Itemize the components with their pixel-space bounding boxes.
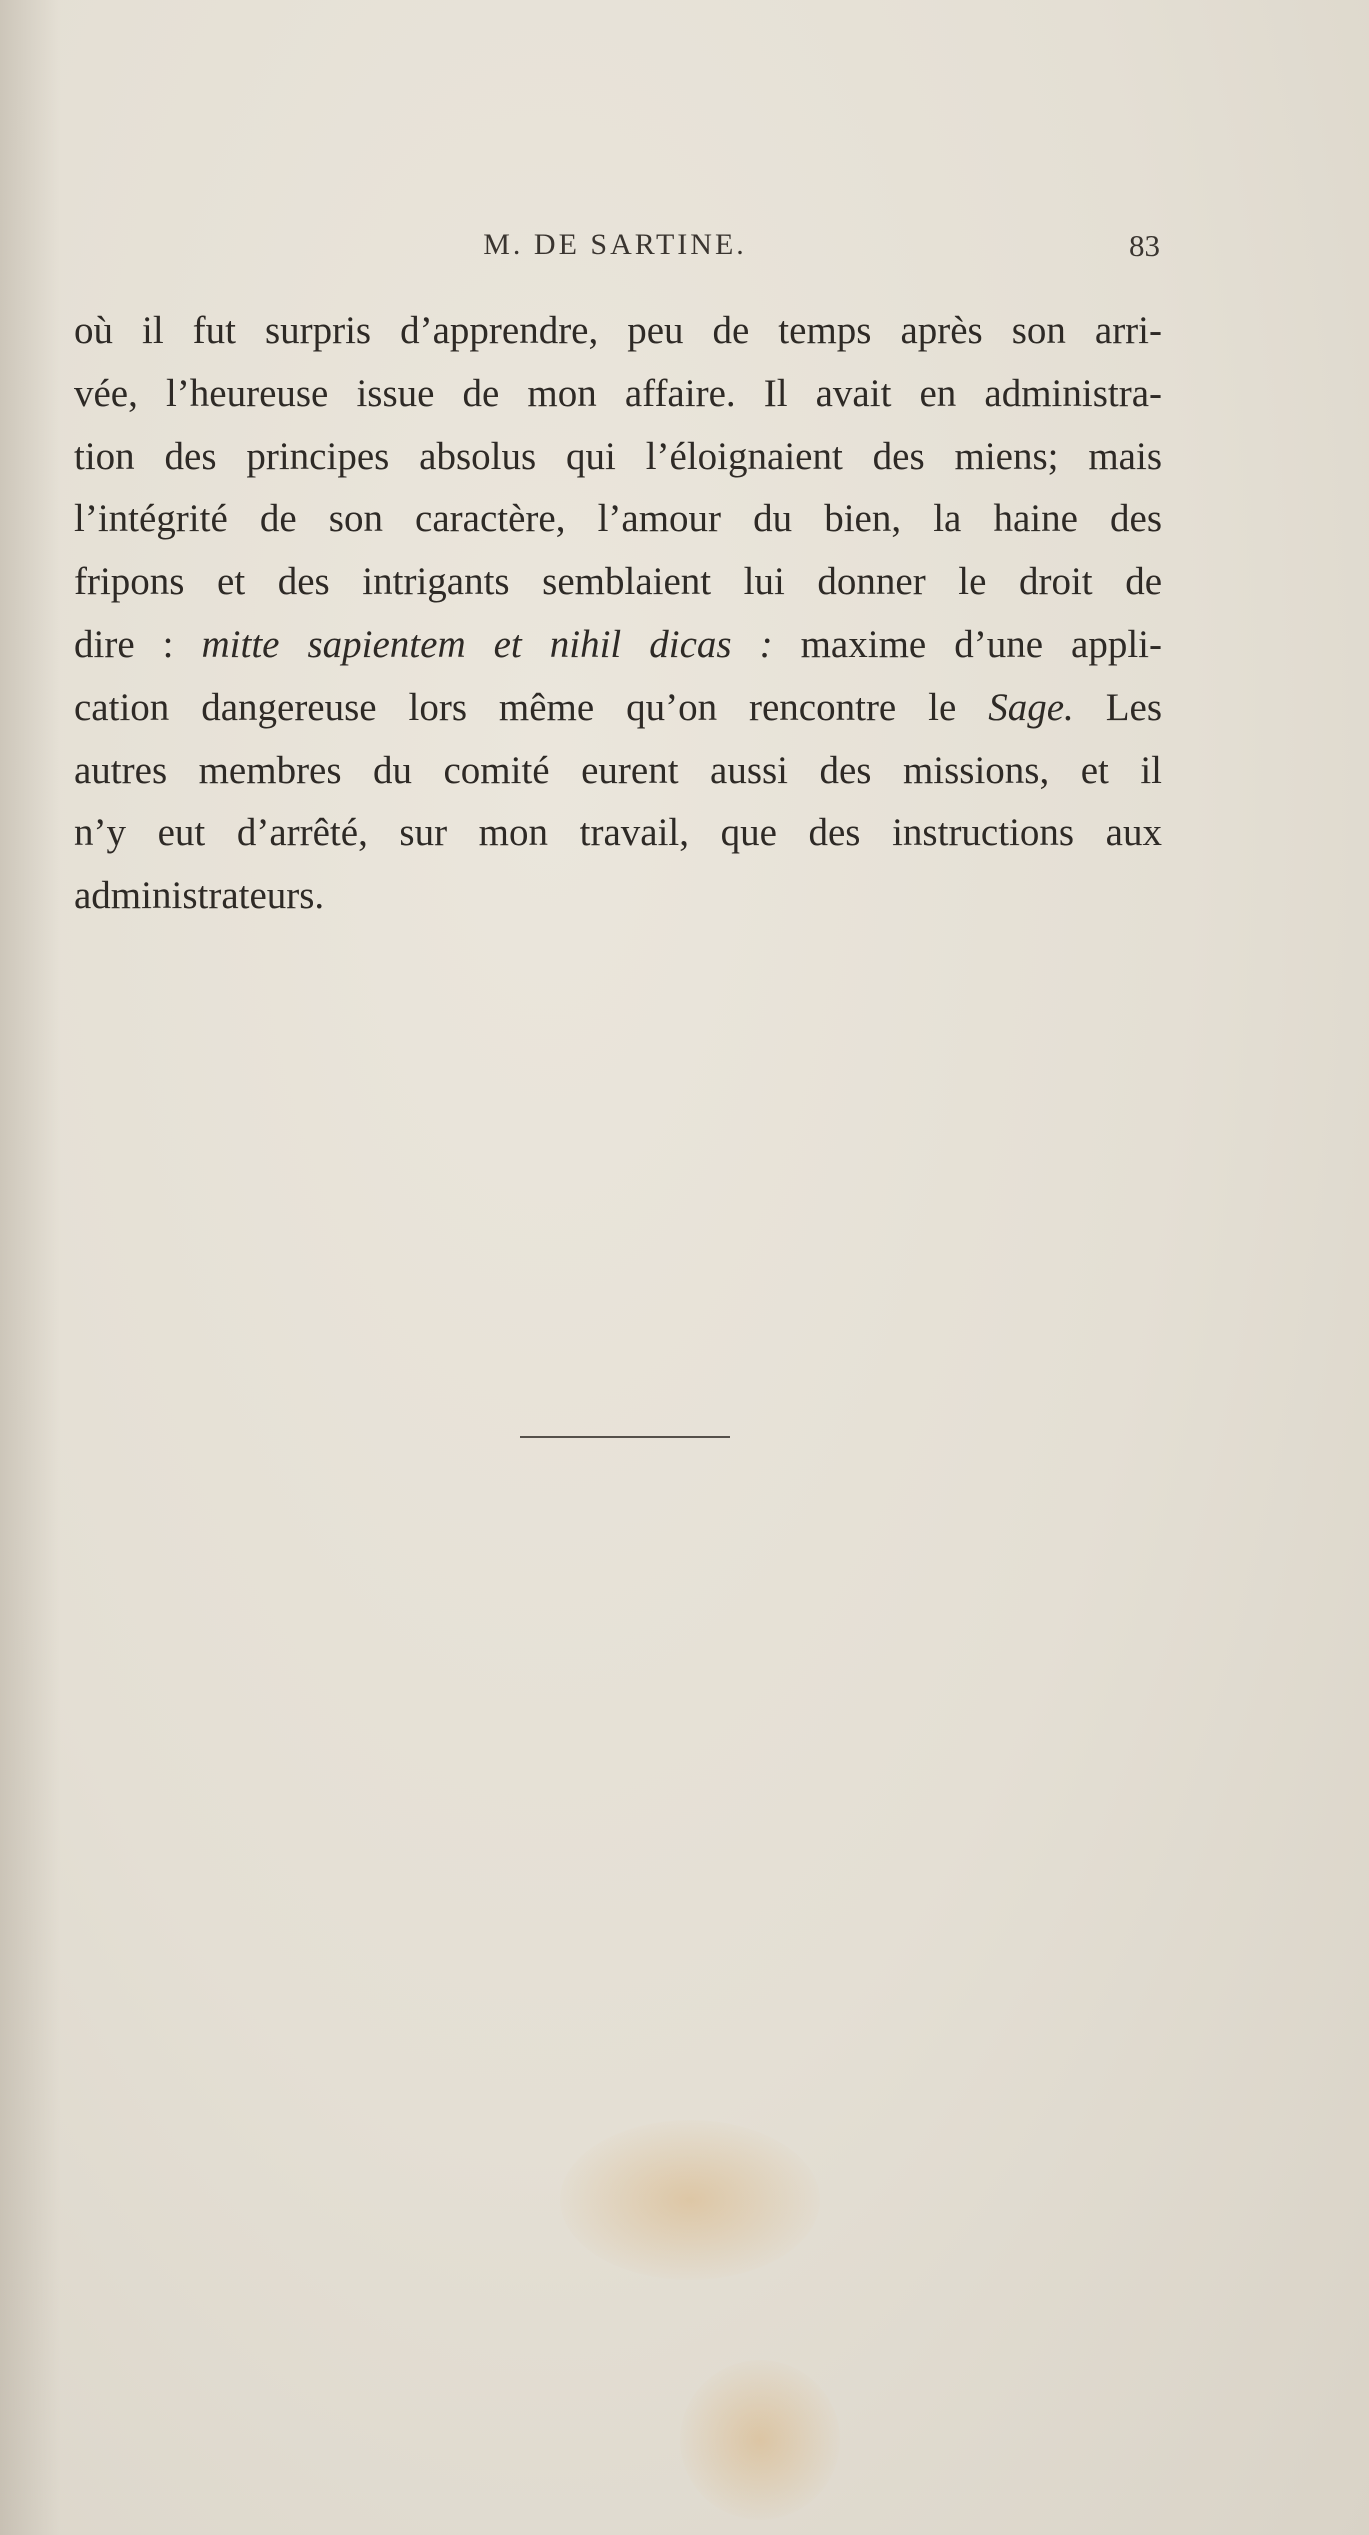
text-line: l’intégrité de son caractère, l’amour du bien, la haine des [74, 497, 1162, 541]
latin-quote: mitte sapientem et nihil dicas : [201, 622, 773, 666]
paper-stain [680, 2360, 840, 2520]
running-head [70, 228, 1160, 272]
text-line: vée, l’heureuse issue de mon affaire. Il avait en administra- [74, 371, 1162, 415]
running-title: M. DE SARTINE. [483, 228, 747, 261]
page-edge-shadow [0, 0, 60, 2535]
section-end-rule [520, 1436, 730, 1438]
body-text [74, 300, 1162, 928]
text-line: tion des principes absolus qui l’éloignaient des miens; mais [74, 434, 1162, 478]
text-segment: Les [1073, 685, 1162, 729]
text-line: n’y eut d’arrêté, sur mon travail, que des instructions aux [74, 811, 1162, 855]
page-number: 83 [1129, 228, 1160, 263]
italic-word: Sage. [988, 685, 1074, 729]
text-line: où il fut surpris d’apprendre, peu de temps après son arri- [74, 309, 1162, 352]
text-line: administrateurs. [74, 874, 325, 918]
paper-stain [560, 2120, 820, 2280]
text-line: autres membres du comité eurent aussi des missions, et il [74, 748, 1162, 792]
text-line [74, 614, 1162, 677]
text-line: fripons et des intrigants semblaient lui donner le droit de [74, 560, 1162, 604]
text-line [74, 677, 1162, 740]
text-segment: cation dangereuse lors même qu’on rencontre le [74, 685, 989, 729]
text-segment: maxime d’une appli- [772, 622, 1162, 666]
text-segment: dire : [74, 622, 202, 666]
